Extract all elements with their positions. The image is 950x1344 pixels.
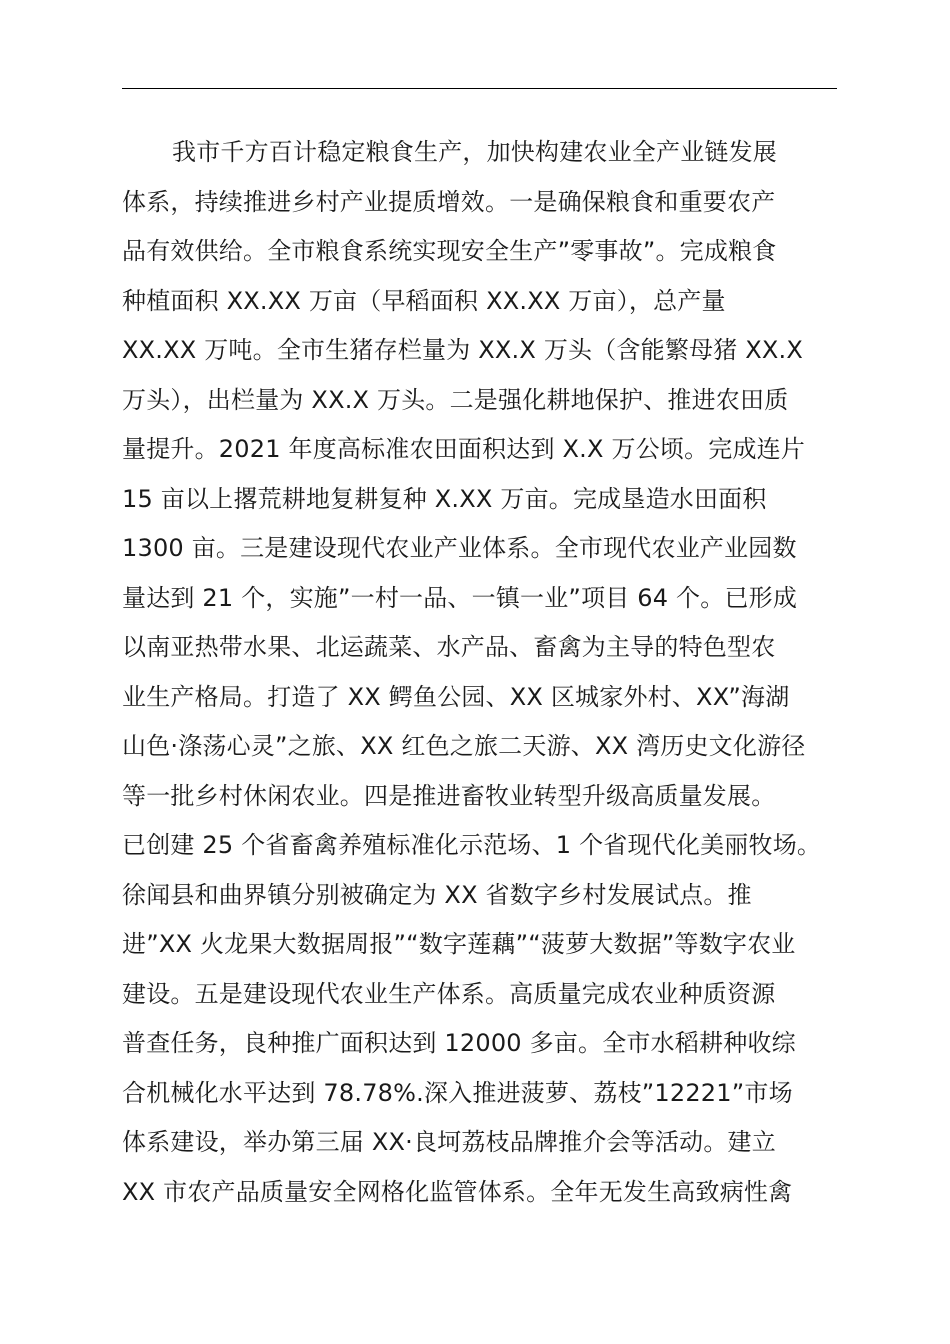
text-line: 进”XX 火龙果大数据周报”“数字莲藕”“菠萝大数据”等数字农业 [122,930,796,958]
text-line: 1300 亩。三是建设现代农业产业体系。全市现代农业产业园数 [122,534,797,562]
body-paragraph [122,128,862,1217]
text-line: 山色·涤荡心灵”之旅、XX 红色之旅二天游、XX 湾历史文化游径 [122,732,806,760]
text-line: 徐闻县和曲界镇分别被确定为 XX 省数字乡村发展试点。推 [122,880,752,909]
text-line: 普查任务，良种推广面积达到 12000 多亩。全市水稻耕种收综 [122,1029,796,1057]
text-line: XX.XX 万吨。全市生猪存栏量为 XX.X 万头（含能繁母猪 XX.X [122,336,804,364]
text-line: 15 亩以上撂荒耕地复耕复种 X.XX 万亩。完成垦造水田面积 [122,484,767,513]
text-line: 已创建 25 个省畜禽养殖标准化示范场、1 个省现代化美丽牧场。 [122,831,822,859]
text-line: 万头），出栏量为 XX.X 万头。二是强化耕地保护、推进农田质 [122,385,789,414]
text-line: 体系，持续推进乡村产业提质增效。一是确保粮食和重要农产 [122,187,776,216]
text-line: 品有效供给。全市粮食系统实现安全生产”零事故”。完成粮食 [122,237,777,265]
text-line: 体系建设，举办第三届 XX·良坷荔枝品牌推介会等活动。建立 [122,1128,776,1156]
text-line: 合机械化水平达到 78.78%.深入推进菠萝、荔枝”12221”市场 [122,1078,793,1107]
text-line: 量提升。2021 年度高标准农田面积达到 X.X 万公顷。完成连片 [122,435,806,463]
text-line: 业生产格局。打造了 XX 鳄鱼公园、XX 区城家外村、XX”海湖 [122,682,790,711]
text-line: 量达到 21 个，实施”一村一品、一镇一业”项目 64 个。已形成 [122,583,798,612]
text-line: 我市千方百计稳定粮食生产，加快构建农业全产业链发展 [172,138,777,166]
header-rule [122,88,837,89]
text-line: XX 市农产品质量安全网格化监管体系。全年无发生高致病性禽 [122,1177,793,1206]
text-line: 以南亚热带水果、北运蔬菜、水产品、畜禽为主导的特色型农 [122,633,776,661]
text-line: 等一批乡村休闲农业。四是推进畜牧业转型升级高质量发展。 [122,781,776,810]
text-line: 种植面积 XX.XX 万亩（早稻面积 XX.XX 万亩），总产量 [122,286,726,315]
text-line: 建设。五是建设现代农业生产体系。高质量完成农业种质资源 [122,979,776,1008]
